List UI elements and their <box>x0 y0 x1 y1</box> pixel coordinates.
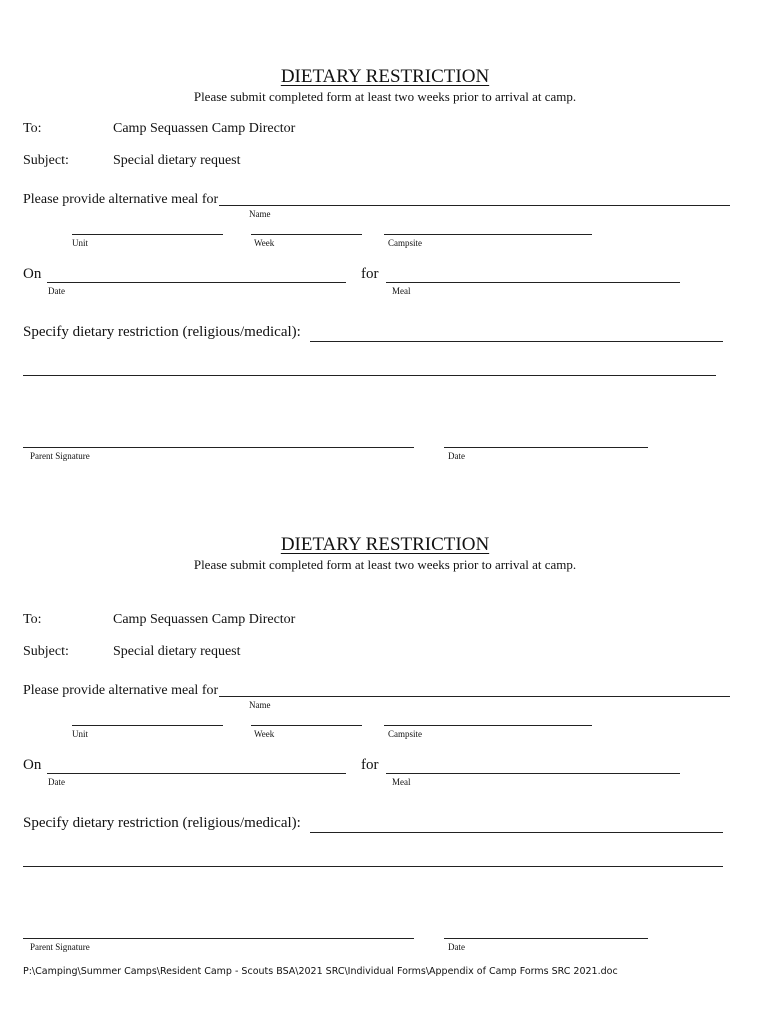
date-caption: Date <box>48 286 65 296</box>
on-label: On <box>23 757 42 773</box>
footer-file-path: P:\Camping\Summer Camps\Resident Camp - Scouts BSA\2021 SRC\Individual Forms\Appendix of Camp Forms SRC 2021.doc <box>23 966 618 977</box>
date-field[interactable] <box>47 773 346 774</box>
unit-caption: Unit <box>72 729 89 739</box>
subject-value: Special dietary request <box>113 644 241 659</box>
week-field[interactable] <box>251 725 362 726</box>
restriction-field[interactable] <box>310 832 723 833</box>
to-value: Camp Sequassen Camp Director <box>113 612 296 627</box>
to-value: Camp Sequassen Camp Director <box>113 121 296 136</box>
subject-label: Subject: <box>23 153 69 168</box>
name-caption: Name <box>249 700 271 710</box>
campsite-caption: Campsite <box>388 238 422 248</box>
meal-caption: Meal <box>392 286 411 296</box>
form-title: DIETARY RESTRICTION <box>280 534 490 555</box>
week-caption: Week <box>254 238 275 248</box>
meal-for-label: Please provide alternative meal for <box>23 192 219 207</box>
unit-field[interactable] <box>72 725 223 726</box>
meal-caption: Meal <box>392 777 411 787</box>
date-caption: Date <box>48 777 65 787</box>
specify-label: Specify dietary restriction (religious/medical): <box>23 324 301 340</box>
parent-signature-caption: Parent Signature <box>30 451 90 461</box>
on-label: On <box>23 266 42 282</box>
unit-caption: Unit <box>72 238 89 248</box>
campsite-caption: Campsite <box>388 729 422 739</box>
campsite-field[interactable] <box>384 725 592 726</box>
form-instructions: Please submit completed form at least two weeks prior to arrival at camp. <box>193 89 577 104</box>
for-label: for <box>361 266 379 282</box>
name-caption: Name <box>249 209 271 219</box>
signature-date-caption: Date <box>448 451 465 461</box>
parent-signature-caption: Parent Signature <box>30 942 90 952</box>
parent-signature-field[interactable] <box>23 938 414 939</box>
for-label: for <box>361 757 379 773</box>
name-field[interactable] <box>219 696 730 697</box>
to-label: To: <box>23 121 42 136</box>
subject-value: Special dietary request <box>113 153 241 168</box>
to-label: To: <box>23 612 42 627</box>
restriction-field-line-2[interactable] <box>23 866 723 867</box>
meal-field[interactable] <box>386 773 680 774</box>
form-title: DIETARY RESTRICTION <box>280 66 490 87</box>
week-caption: Week <box>254 729 275 739</box>
subject-label: Subject: <box>23 644 69 659</box>
meal-for-label: Please provide alternative meal for <box>23 683 219 698</box>
form-instructions: Please submit completed form at least two weeks prior to arrival at camp. <box>193 557 577 572</box>
signature-date-field[interactable] <box>444 938 648 939</box>
signature-date-caption: Date <box>448 942 465 952</box>
specify-label: Specify dietary restriction (religious/medical): <box>23 815 301 831</box>
